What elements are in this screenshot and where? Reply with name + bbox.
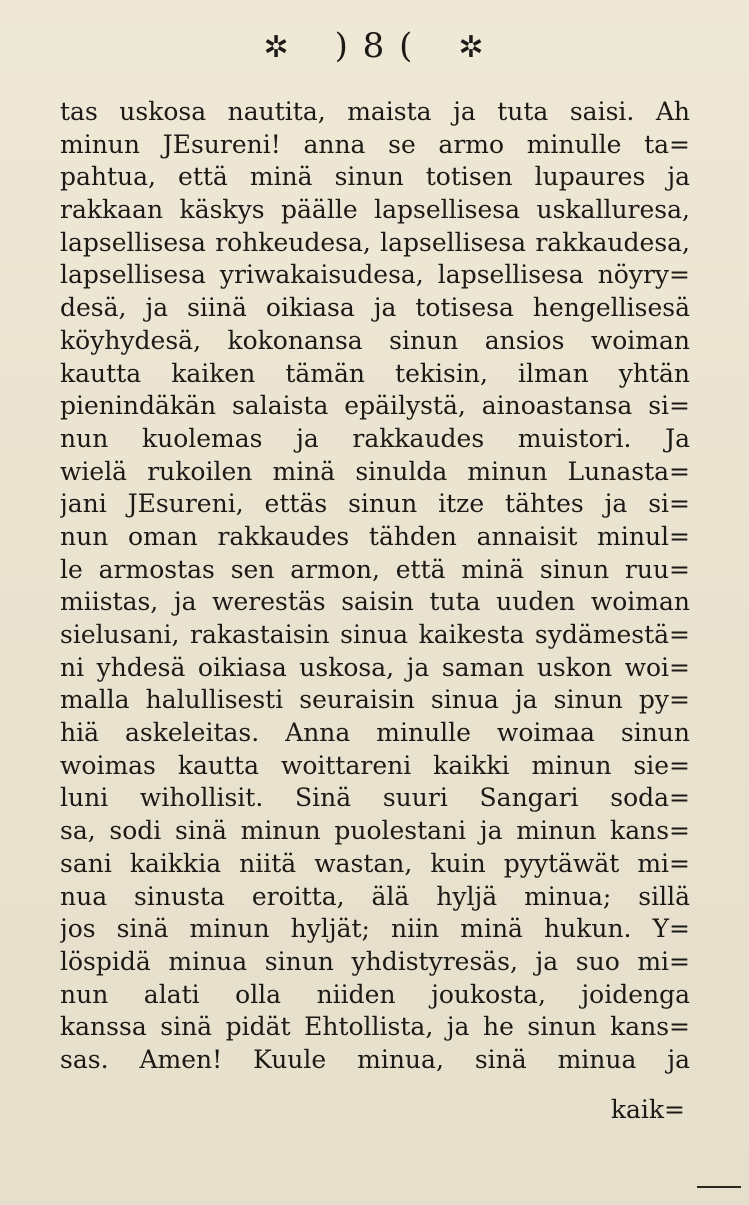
text-line: jos sinä minun hyljät; niin minä hukun. Y=	[60, 914, 690, 944]
text-line: woimas kautta woittareni kaikki minun sie=	[60, 750, 690, 780]
text-line: pienindäkän salaista epäilystä, ainoastansa si=	[60, 391, 690, 421]
left-ornament: ✲	[263, 30, 291, 65]
text-line: miistas, ja werestäs saisin tuta uuden woiman	[60, 587, 690, 617]
page-number: ) 8 (	[334, 26, 415, 66]
page-edge-rule	[697, 1186, 741, 1188]
text-line: nun oman rakkaudes tähden annaisit minul=	[60, 521, 690, 551]
text-line: wielä rukoilen minä sinulda minun Lunasta=	[60, 456, 690, 486]
text-line: rakkaan käskys päälle lapsellisesa uskalluresa,	[60, 195, 690, 225]
text-line: köyhydesä, kokonansa sinun ansios woiman	[60, 325, 690, 355]
text-line: löspidä minua sinun yhdistyresäs, ja suo mi=	[60, 946, 690, 976]
text-line: luni wihollisit. Sinä suuri Sangari soda=	[60, 783, 690, 813]
text-line: sani kaikkia niitä wastan, kuin pyytäwät mi=	[60, 848, 690, 878]
text-line: minun JEsureni! anna se armo minulle ta=	[60, 129, 690, 159]
text-line: lapsellisesa rohkeudesa, lapsellisesa rakkaudesa,	[60, 227, 690, 257]
text-line: sas. Amen! Kuule minua, sinä minua ja	[60, 1044, 690, 1074]
text-line: le armostas sen armon, että minä sinun ruu=	[60, 554, 690, 584]
text-line: desä, ja siinä oikiasa ja totisesa hengellisesä	[60, 293, 690, 323]
text-line: hiä askeleitas. Anna minulle woimaa sinun	[60, 718, 690, 748]
text-line: sa, sodi sinä minun puolestani ja minun kans=	[60, 816, 690, 846]
text-line: ni yhdesä oikiasa uskosa, ja saman uskon woi=	[60, 652, 690, 682]
text-line: tas uskosa nautita, maista ja tuta saisi. Ah	[60, 97, 690, 126]
text-line: jani JEsureni, ettäs sinun itze tähtes ja si=	[60, 489, 690, 519]
text-line: kautta kaiken tämän tekisin, ilman yhtän	[60, 358, 690, 388]
text-line: sielusani, rakastaisin sinua kaikesta sydämestä=	[60, 620, 690, 649]
text-line: nun kuolemas ja rakkaudes muistori. Ja	[60, 423, 690, 453]
text-line: lapsellisesa yriwakaisudesa, lapsellisesa nöyry=	[60, 260, 690, 290]
text-line: nua sinusta eroitta, älä hyljä minua; sillä	[60, 881, 690, 911]
text-line: kanssa sinä pidät Ehtollista, ja he sinun kans=	[60, 1012, 690, 1042]
running-head	[0, 26, 749, 66]
text-line: malla halullisesti seuraisin sinua ja sinun py=	[60, 685, 690, 715]
text-line: nun alati olla niiden joukosta, joidenga	[60, 979, 690, 1009]
text-line: pahtua, että minä sinun totisen lupaures ja	[60, 162, 690, 192]
catchword: kaik=	[610, 1095, 685, 1124]
body-text	[60, 96, 690, 1077]
right-ornament: ✲	[458, 30, 486, 65]
